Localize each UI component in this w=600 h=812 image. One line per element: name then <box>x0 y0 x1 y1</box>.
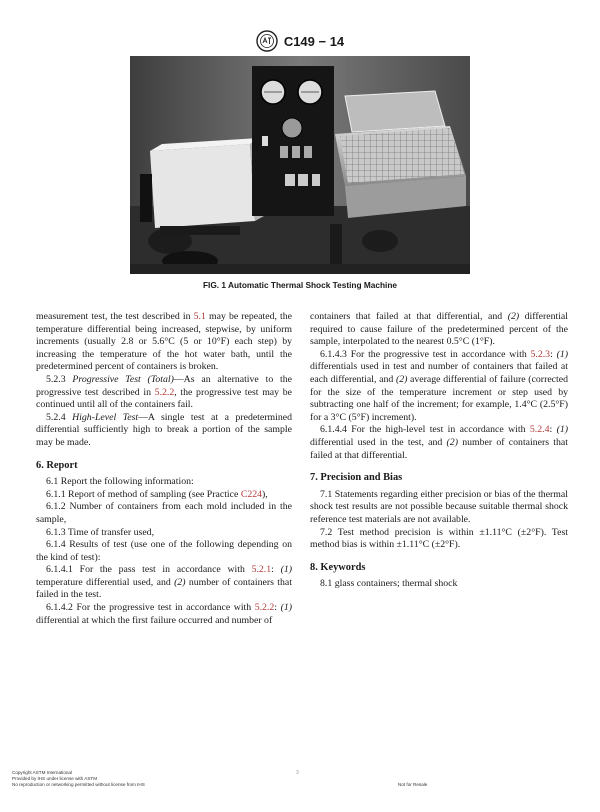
paragraph-6-1-4-3: 6.1.4.3 For the progressive test in accordance with 5.2.3: (1) differentials used in test and number of containers that failed at each differential, and (2) average differential of failure (corrected for the size of the temperature increment or step used by subtracting one half of the increment; for example, 1.4°C (2.5°F) for a 3°C (5°F) increment). <box>310 348 569 423</box>
paragraph-6-1-4-1: 6.1.4.1 For the pass test in accordance with 5.2.1: (1) temperature differential used, and (2) number of containers that failed in the test. <box>36 564 292 601</box>
section-link-5-2-4[interactable]: 5.2.4 <box>529 424 550 436</box>
document-designation: C149 − 14 <box>283 33 345 49</box>
section-link-5-1[interactable]: 5.1 <box>193 311 206 322</box>
paragraph-6-1-3: 6.1.3 Time of transfer used, <box>46 526 155 538</box>
paragraph-6-1: 6.1 Report the following information: <box>46 476 194 488</box>
thermal-shock-machine-photo <box>130 56 470 274</box>
reproduction-line: No reproduction or networking permitted without license from IHS <box>12 782 145 788</box>
section-link-5-2-2[interactable]: 5.2.2 <box>154 386 175 398</box>
paragraph-6-1-1: 6.1.1 Report of method of sampling (see Practice C224), <box>46 488 268 500</box>
section-link-5-2-3[interactable]: 5.2.3 <box>530 348 551 360</box>
paragraph-6-1-2: 6.1.2 Number of containers from each mold included in the sample, <box>36 501 292 525</box>
paragraph-7-2: 7.2 Test method precision is within ±1.11°C (±2°F). Test method bias is within ±1.11°C (±2°F). <box>310 526 568 551</box>
paragraph-7-1: 7.1 Statements regarding either precision or bias of the thermal shock test results are not possible because suitable thermal shock reference test materials are not available. <box>310 488 568 525</box>
paragraph-8-1: 8.1 glass containers; thermal shock <box>320 578 458 590</box>
right-column <box>310 311 568 591</box>
paragraph-6-1-4-4: 6.1.4.4 For the high-level test in accordance with 5.2.4: (1) differential used in the test, and (2) number of containers that failed at that differential. <box>310 424 568 461</box>
license-line: Provided by IHS under license with ASTM <box>12 776 98 782</box>
left-column <box>36 311 292 627</box>
practice-link-c224[interactable]: C224 <box>240 488 263 500</box>
paragraph-6-1-4: 6.1.4 Results of test (use one of the following depending on the kind of test): <box>36 539 292 563</box>
section-heading-keywords: 8. Keywords <box>310 561 366 573</box>
page-header <box>0 30 600 52</box>
paragraph-6-1-4-2-continued: containers that failed at that differential, and (2) differential required to cause failure of the predetermined percent of the sample, interpolated to the nearest 0.5°C (1°F). <box>310 311 568 348</box>
section-heading-precision-bias: 7. Precision and Bias <box>310 472 403 484</box>
not-for-resale-notice: Not for Resale <box>398 782 428 787</box>
paragraph-5-2-4: 5.2.4 High-Level Test—A single test at a predetermined differential sufficiently high to break a portion of the sample may be made. <box>36 411 293 448</box>
section-link-5-2-2[interactable]: 5.2.2 <box>254 602 275 614</box>
paragraph-5-2-3: 5.2.3 Progressive Test (Total)—As an alternative to the progressive test described in 5.2.2, the progressive test may be continued until all of the containers fail. <box>36 373 292 411</box>
copyright-line: Copyright ASTM International <box>12 770 73 775</box>
page-number: 3 <box>296 770 299 776</box>
figure-caption: FIG. 1 Automatic Thermal Shock Testing Machine <box>202 280 398 290</box>
section-link-5-2-1[interactable]: 5.2.1 <box>251 564 272 576</box>
copyright-footer <box>12 770 145 789</box>
paragraph-6-1-4-2: 6.1.4.2 For the progressive test in accordance with 5.2.2: (1) differential at which the first failure occurred and number of <box>36 602 292 626</box>
paragraph-5-2-2-continued: measurement test, the test described in 5.1 may be repeated, the temperature differential being increased, stepwise, by uniform increments (usually 2.8 or 5.6°C (5 or 10°F) each step) by increasing the temperature of the hot water bath, until the predetermined percent of containers is broken. <box>36 311 292 373</box>
astm-logo-icon <box>256 30 278 52</box>
section-heading-report: 6. Report <box>36 459 78 471</box>
